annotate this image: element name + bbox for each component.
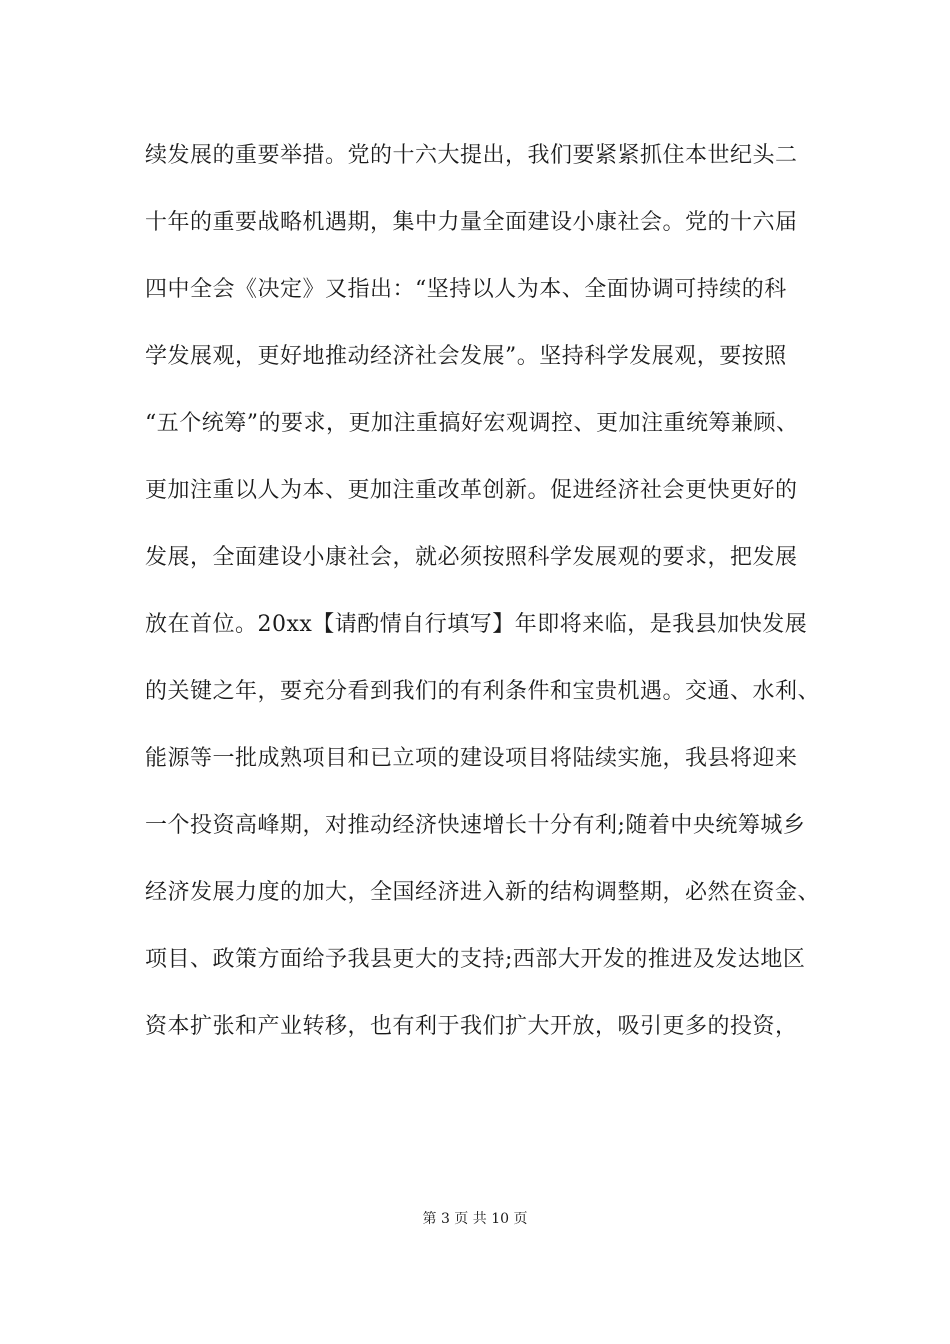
body-text: [145, 130, 845, 1068]
page-number-footer: 第 3 页 共 10 页: [422, 1211, 528, 1227]
text-line: 项目、政策方面给予我县更大的支持;西部大开发的推进及发达地区: [145, 947, 806, 972]
text-line: 四中全会《决定》又指出：“坚持以人为本、全面协调可持续的科: [145, 277, 787, 302]
text-line: 经济发展力度的加大，全国经济进入新的结构调整期，必然在资金、: [145, 880, 821, 905]
text-line: 能源等一批成熟项目和已立项的建设项目将陆续实施，我县将迎来: [145, 746, 798, 771]
text-line: 续发展的重要举措。党的十六大提出，我们要紧紧抓住本世纪头二: [145, 143, 798, 168]
text-line: 放在首位。20xx【请酌情自行填写】年即将来临，是我县加快发展: [145, 612, 808, 637]
text-line: “五个统筹”的要求，更加注重搞好宏观调控、更加注重统筹兼顾、: [145, 411, 799, 436]
text-line: 资本扩张和产业转移，也有利于我们扩大开放，吸引更多的投资，: [145, 1014, 798, 1039]
text-line: 学发展观，更好地推动经济社会发展”。坚持科学发展观，要按照: [145, 344, 787, 369]
text-line: 一个投资高峰期，对推动经济快速增长十分有利;随着中央统筹城乡: [145, 813, 806, 838]
text-line: 十年的重要战略机遇期，集中力量全面建设小康社会。党的十六届: [145, 210, 798, 235]
text-line: 的关键之年，要充分看到我们的有利条件和宝贵机遇。交通、水利、: [145, 679, 821, 704]
text-line: 发展，全面建设小康社会，就必须按照科学发展观的要求，把发展: [145, 545, 798, 570]
text-line: 更加注重以人为本、更加注重改革创新。促进经济社会更快更好的: [145, 478, 798, 503]
